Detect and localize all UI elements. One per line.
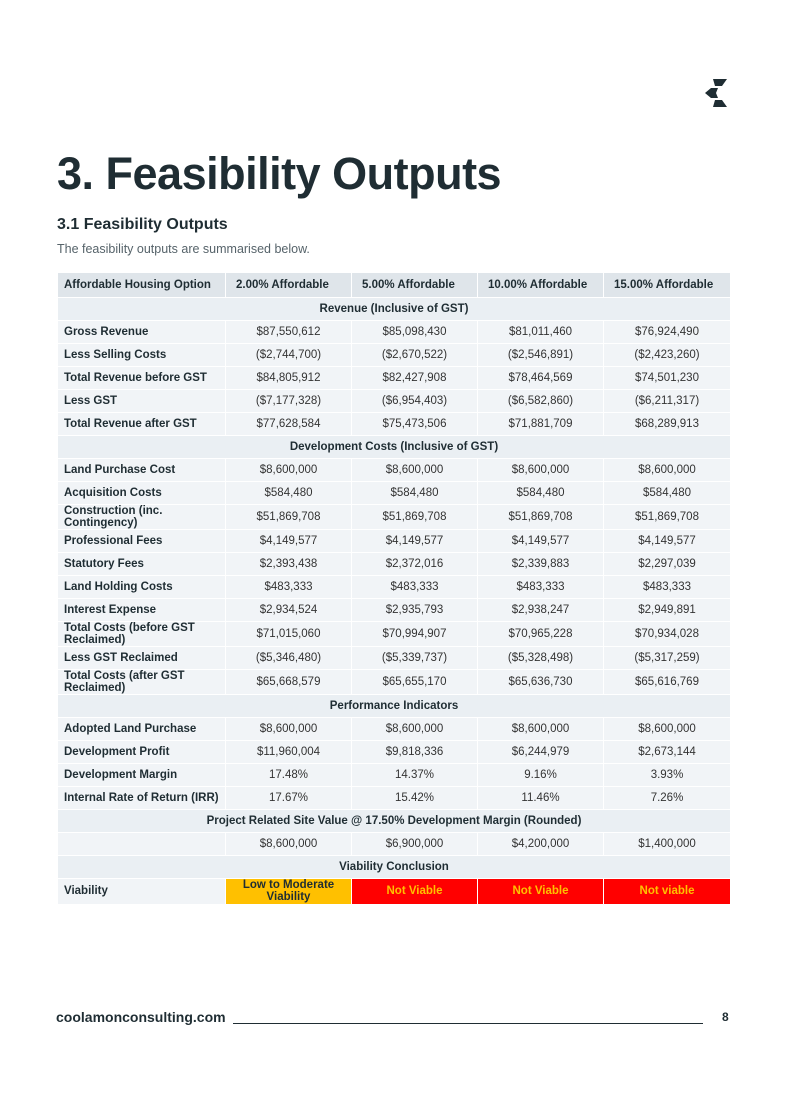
table-cell: 15.42%	[352, 787, 478, 810]
row-label: Adopted Land Purchase	[58, 718, 226, 741]
table-row	[58, 741, 731, 764]
table-cell: $8,600,000	[352, 459, 478, 482]
section-header-row	[58, 298, 731, 321]
table-header-row	[58, 273, 731, 298]
section-header: Revenue (Inclusive of GST)	[58, 298, 731, 321]
table-cell: $81,011,460	[478, 321, 604, 344]
footer-divider	[233, 1023, 703, 1024]
table-cell: $8,600,000	[478, 718, 604, 741]
table-row	[58, 647, 731, 670]
section-header: Performance Indicators	[58, 695, 731, 718]
table-row	[58, 553, 731, 576]
table-row	[58, 482, 731, 505]
table-cell: ($5,339,737)	[352, 647, 478, 670]
table-cell: $4,149,577	[352, 530, 478, 553]
column-header: Affordable Housing Option	[58, 273, 226, 298]
table-row	[58, 764, 731, 787]
column-header: 15.00% Affordable	[604, 273, 731, 298]
table-cell: ($2,744,700)	[226, 344, 352, 367]
table-cell: $65,616,769	[604, 670, 731, 695]
table-cell: 17.67%	[226, 787, 352, 810]
table-cell: $4,149,577	[604, 530, 731, 553]
row-label: Development Profit	[58, 741, 226, 764]
table-cell: ($2,546,891)	[478, 344, 604, 367]
table-cell: $75,473,506	[352, 413, 478, 436]
table-cell: $584,480	[226, 482, 352, 505]
viability-row	[58, 879, 731, 904]
table-row	[58, 833, 731, 856]
row-label: Gross Revenue	[58, 321, 226, 344]
coolamon-c-logo-icon	[703, 78, 730, 108]
table-cell: ($5,346,480)	[226, 647, 352, 670]
table-cell: $2,339,883	[478, 553, 604, 576]
table-cell: 14.37%	[352, 764, 478, 787]
table-cell: $2,934,524	[226, 599, 352, 622]
table-cell: $70,994,907	[352, 622, 478, 647]
table-cell: ($6,211,317)	[604, 390, 731, 413]
table-cell: $2,372,016	[352, 553, 478, 576]
row-label: Professional Fees	[58, 530, 226, 553]
row-label: Land Purchase Cost	[58, 459, 226, 482]
row-label: Viability	[58, 879, 226, 904]
column-header: 5.00% Affordable	[352, 273, 478, 298]
table-cell: ($6,954,403)	[352, 390, 478, 413]
table-row	[58, 576, 731, 599]
table-cell: $68,289,913	[604, 413, 731, 436]
table-cell: $2,393,438	[226, 553, 352, 576]
table-cell: $51,869,708	[478, 505, 604, 530]
table-cell: $71,881,709	[478, 413, 604, 436]
table-row	[58, 670, 731, 695]
page-title: 3. Feasibility Outputs	[57, 148, 502, 199]
row-label: Statutory Fees	[58, 553, 226, 576]
section-header-row	[58, 856, 731, 879]
table-cell: $6,900,000	[352, 833, 478, 856]
table-cell: $78,464,569	[478, 367, 604, 390]
table-row	[58, 413, 731, 436]
column-header: 10.00% Affordable	[478, 273, 604, 298]
footer-website: coolamonconsulting.com	[56, 1009, 226, 1025]
viability-badge: Low to Moderate Viability	[226, 879, 352, 904]
table-cell: $77,628,584	[226, 413, 352, 436]
row-label: Less GST Reclaimed	[58, 647, 226, 670]
table-cell: $71,015,060	[226, 622, 352, 647]
section-title: 3.1 Feasibility Outputs	[57, 216, 228, 233]
table-cell: $70,965,228	[478, 622, 604, 647]
table-cell: $74,501,230	[604, 367, 731, 390]
table-row	[58, 787, 731, 810]
table-cell: $85,098,430	[352, 321, 478, 344]
table-row	[58, 390, 731, 413]
row-label: Internal Rate of Return (IRR)	[58, 787, 226, 810]
table-cell: $82,427,908	[352, 367, 478, 390]
table-cell: 7.26%	[604, 787, 731, 810]
table-cell: $1,400,000	[604, 833, 731, 856]
table-row	[58, 459, 731, 482]
section-header: Viability Conclusion	[58, 856, 731, 879]
table-cell: $51,869,708	[352, 505, 478, 530]
row-label: Total Costs (after GST Reclaimed)	[58, 670, 226, 695]
section-header-row	[58, 436, 731, 459]
table-cell: $51,869,708	[604, 505, 731, 530]
page-number: 8	[722, 1010, 729, 1024]
table-cell: ($2,423,260)	[604, 344, 731, 367]
table-cell: $51,869,708	[226, 505, 352, 530]
table-row	[58, 622, 731, 647]
table-cell: $6,244,979	[478, 741, 604, 764]
section-header: Development Costs (Inclusive of GST)	[58, 436, 731, 459]
table-cell: $2,935,793	[352, 599, 478, 622]
row-label: Less GST	[58, 390, 226, 413]
table-cell: $11,960,004	[226, 741, 352, 764]
row-label: Construction (inc. Contingency)	[58, 505, 226, 530]
table-cell: $8,600,000	[604, 718, 731, 741]
table-cell: ($2,670,522)	[352, 344, 478, 367]
table-cell: $483,333	[604, 576, 731, 599]
table-cell: $584,480	[478, 482, 604, 505]
table-row	[58, 367, 731, 390]
table-row	[58, 718, 731, 741]
row-label: Total Revenue before GST	[58, 367, 226, 390]
row-label-empty	[58, 833, 226, 856]
table-cell: $8,600,000	[478, 459, 604, 482]
table-cell: $8,600,000	[226, 833, 352, 856]
table-cell: $65,668,579	[226, 670, 352, 695]
table-cell: $4,200,000	[478, 833, 604, 856]
row-label: Total Revenue after GST	[58, 413, 226, 436]
table-cell: ($5,328,498)	[478, 647, 604, 670]
table-cell: ($6,582,860)	[478, 390, 604, 413]
table-cell: $2,297,039	[604, 553, 731, 576]
table-row	[58, 530, 731, 553]
table-row	[58, 505, 731, 530]
feasibility-outputs-table	[57, 272, 731, 905]
table-cell: 3.93%	[604, 764, 731, 787]
table-cell: $584,480	[352, 482, 478, 505]
table-cell: $4,149,577	[226, 530, 352, 553]
viability-badge: Not Viable	[352, 879, 478, 904]
row-label: Development Margin	[58, 764, 226, 787]
table-cell: $2,938,247	[478, 599, 604, 622]
table-cell: $8,600,000	[352, 718, 478, 741]
table-cell: $483,333	[226, 576, 352, 599]
table-cell: $8,600,000	[226, 459, 352, 482]
column-header: 2.00% Affordable	[226, 273, 352, 298]
table-cell: $483,333	[478, 576, 604, 599]
table-row	[58, 344, 731, 367]
intro-text: The feasibility outputs are summarised below.	[57, 242, 310, 256]
table-cell: $2,673,144	[604, 741, 731, 764]
table-cell: $584,480	[604, 482, 731, 505]
row-label: Acquisition Costs	[58, 482, 226, 505]
viability-badge: Not Viable	[478, 879, 604, 904]
row-label: Total Costs (before GST Reclaimed)	[58, 622, 226, 647]
table-cell: $9,818,336	[352, 741, 478, 764]
table-cell: $70,934,028	[604, 622, 731, 647]
row-label: Less Selling Costs	[58, 344, 226, 367]
table-cell: 17.48%	[226, 764, 352, 787]
table-row	[58, 599, 731, 622]
table-cell: 11.46%	[478, 787, 604, 810]
viability-badge: Not viable	[604, 879, 731, 904]
table-cell: $84,805,912	[226, 367, 352, 390]
table-cell: ($5,317,259)	[604, 647, 731, 670]
table-cell: $76,924,490	[604, 321, 731, 344]
table-cell: $4,149,577	[478, 530, 604, 553]
row-label: Land Holding Costs	[58, 576, 226, 599]
table-cell: $8,600,000	[226, 718, 352, 741]
section-header: Project Related Site Value @ 17.50% Development Margin (Rounded)	[58, 810, 731, 833]
section-header-row	[58, 810, 731, 833]
table-cell: $65,655,170	[352, 670, 478, 695]
row-label: Interest Expense	[58, 599, 226, 622]
table-cell: 9.16%	[478, 764, 604, 787]
table-cell: $87,550,612	[226, 321, 352, 344]
table-cell: $2,949,891	[604, 599, 731, 622]
table-row	[58, 321, 731, 344]
table-cell: $65,636,730	[478, 670, 604, 695]
table-cell: ($7,177,328)	[226, 390, 352, 413]
section-header-row	[58, 695, 731, 718]
table-cell: $483,333	[352, 576, 478, 599]
table-cell: $8,600,000	[604, 459, 731, 482]
